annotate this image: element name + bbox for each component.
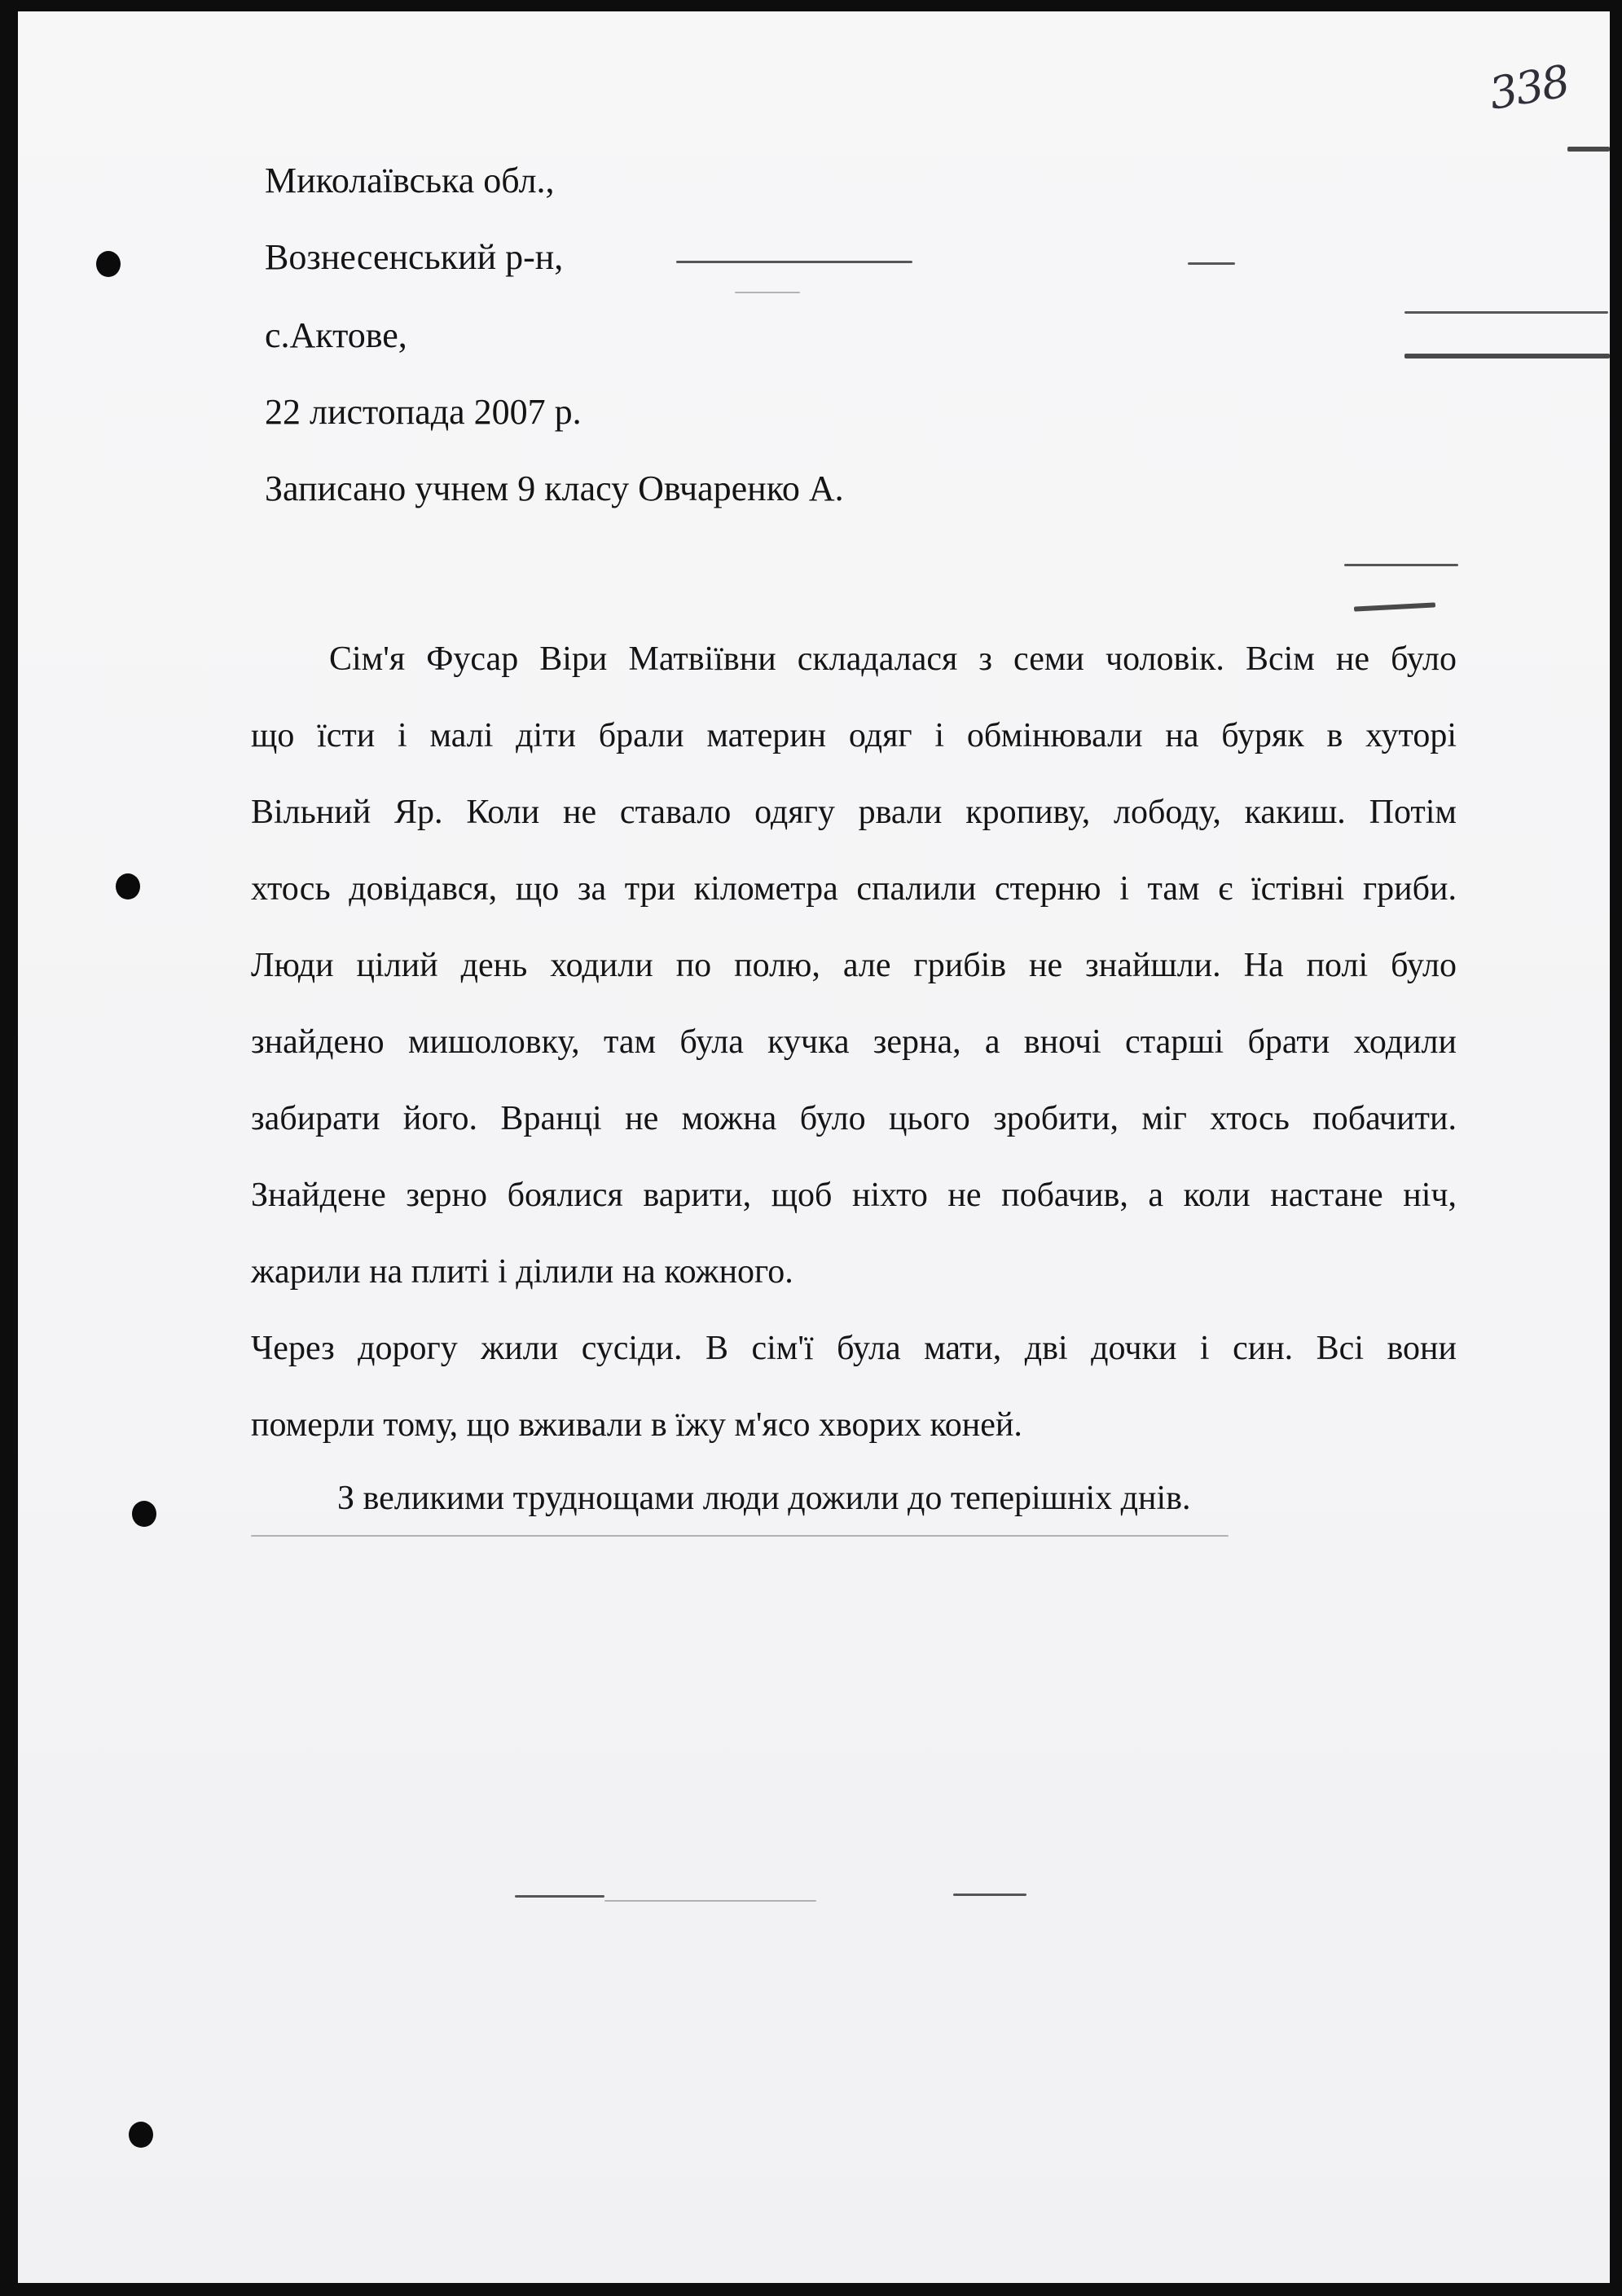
paragraph-line: Вільний Яр. Коли не ставало одягу рвали кропиву, лободу, какиш. Потім — [251, 794, 1457, 831]
paragraph-line: хтось довідався, що за три кілометра спалили стерню і там є їстівні гриби. — [251, 870, 1457, 908]
paragraph-line: Сім'я Фусар Віри Матвіївни складалася з семи чоловік. Всім не було — [329, 640, 1457, 678]
paragraph-2 — [251, 1310, 1457, 1463]
paragraph-line: що їсти і малі діти брали материн одяг і обмінювали на буряк в хуторі — [251, 717, 1457, 754]
paragraph-line: померли тому, що вживали в їжу м'ясо хворих коней. — [251, 1406, 1022, 1444]
paragraph-1 — [251, 621, 1457, 1310]
scan-artifact-line — [1404, 311, 1608, 314]
scan-artifact-line — [1188, 262, 1235, 265]
scan-artifact-line — [676, 261, 912, 263]
paragraph-line: забирати його. Вранці не можна було цього зробити, міг хтось побачити. — [251, 1100, 1457, 1137]
paragraph-line: знайдено мишоловку, там була кучка зерна, а вночі старші брати ходили — [251, 1023, 1457, 1061]
paragraph-line: Знайдене зерно боялися варити, щоб ніхто не побачив, а коли настане ніч, — [251, 1177, 1457, 1214]
header-village: с.Актове, — [265, 315, 407, 355]
punch-hole — [132, 1501, 156, 1527]
scan-artifact-line — [604, 1900, 816, 1902]
scan-artifact-line — [1404, 354, 1610, 358]
punch-hole — [116, 873, 140, 899]
scan-artifact-line — [953, 1894, 1026, 1896]
scan-artifact-line — [1354, 602, 1435, 611]
document-page — [18, 11, 1610, 2283]
header-date: 22 листопада 2007 р. — [265, 392, 582, 432]
paragraph-line: Через дорогу жили сусіди. В сім'ї була мати, дві дочки і син. Всі вони — [251, 1330, 1457, 1367]
scan-artifact-line — [735, 292, 800, 293]
paragraph-line: жарили на плиті і ділили на кожного. — [251, 1253, 793, 1291]
punch-hole — [129, 2122, 153, 2148]
paragraph-line: З великими труднощами люди дожили до теперішніх днів. — [337, 1480, 1191, 1517]
header-region: Миколаївська обл., — [265, 161, 555, 200]
punch-hole — [96, 251, 121, 277]
scan-artifact-line — [1344, 564, 1458, 566]
header-recorder: Записано учнем 9 класу Овчаренко А. — [265, 468, 844, 508]
paragraph-line: Люди цілий день ходили по полю, але грибів не знайшли. На полі було — [251, 947, 1457, 984]
scan-artifact-line — [515, 1895, 604, 1898]
scan-artifact-line — [251, 1535, 1229, 1537]
page-number-handwritten: 338 — [1485, 55, 1572, 120]
scan-artifact-line — [1567, 147, 1610, 152]
paragraph-3 — [251, 1460, 1457, 1537]
header-district: Вознесенський р-н, — [265, 237, 564, 277]
